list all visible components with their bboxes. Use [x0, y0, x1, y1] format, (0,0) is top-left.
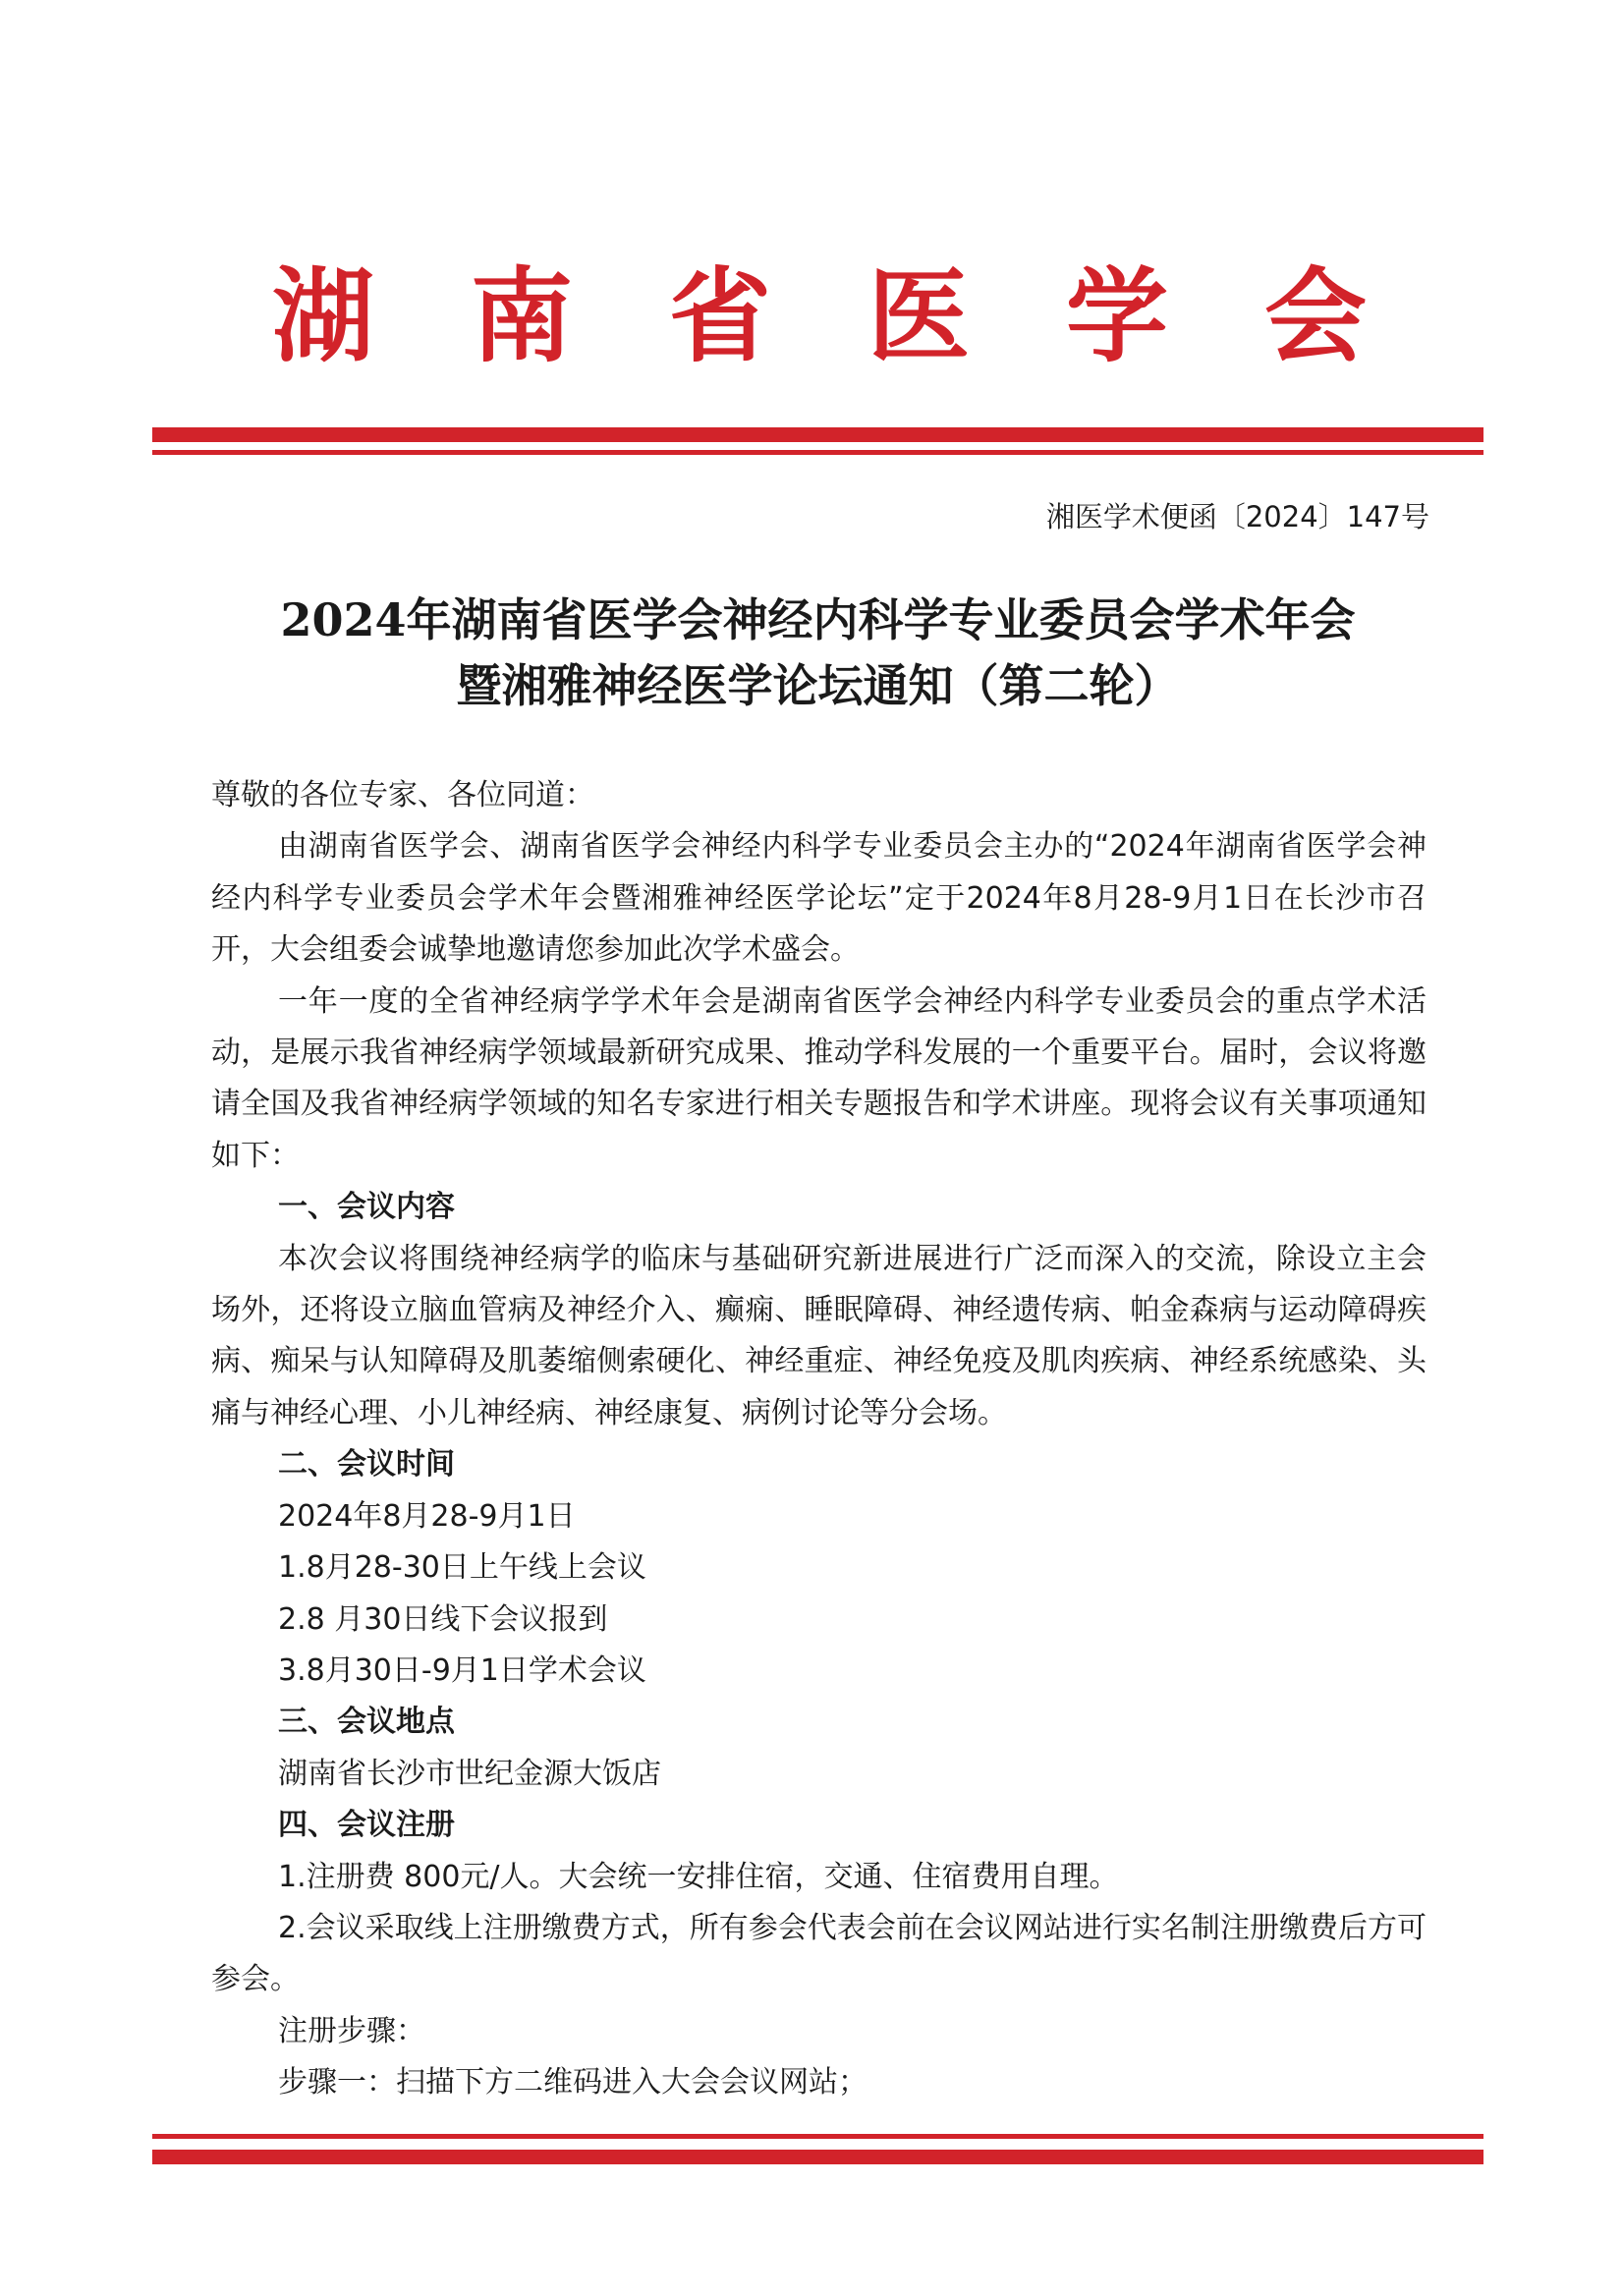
- masthead-char: 会: [1264, 255, 1368, 376]
- schedule-item: 3.8月30日-9月1日学术会议: [278, 1652, 646, 1688]
- header-divider-thin: [152, 450, 1483, 455]
- venue-text: 湖南省长沙市世纪金源大饭店: [278, 1756, 661, 1791]
- section-heading-content: 一、会议内容: [278, 1190, 455, 1225]
- paragraph-intro: 由湖南省医学会、湖南省医学会神经内科学专业委员会主办的“2024年湖南省医学会神经内科学专业委员会学术年会暨湘雅神经医学论坛”定于2024年8月28-9月1日在长沙市召开，大会组委会诚挚地邀请您参加此次学术盛会。: [211, 829, 1427, 968]
- section-content-text: 本次会议将围绕神经病学的临床与基础研究新进展进行广泛而深入的交流，除设立主会场外，还将设立脑血管病及神经介入、癫痫、睡眠障碍、神经遗传病、帕金森病与运动障碍疾病、痴呆与认知障碍及肌萎缩侧索硬化、神经重症、神经免疫及肌肉疾病、神经系统感染、头痛与神经心理、小儿神经病、神经康复、病例讨论等分会场。: [211, 1241, 1427, 1430]
- document-number: 湘医学术便函〔2024〕147号: [1045, 500, 1429, 533]
- registration-fee: 1.注册费 800元/人。大会统一安排住宿，交通、住宿费用自理。: [278, 1859, 1119, 1894]
- masthead-char: 医: [867, 255, 971, 376]
- salutation: 尊敬的各位专家、各位同道：: [211, 778, 594, 812]
- footer-divider-thick: [152, 2150, 1483, 2164]
- masthead-char: 学: [1066, 255, 1169, 376]
- section-heading-venue: 三、会议地点: [278, 1705, 455, 1740]
- masthead-char: 湖: [272, 255, 375, 376]
- footer-divider-thin: [152, 2134, 1483, 2139]
- meeting-dates: 2024年8月28-9月1日: [278, 1498, 576, 1534]
- masthead-org-name: [0, 257, 1623, 375]
- document-title-line-2: 暨湘雅神经医学论坛通知（第二轮）: [456, 659, 1180, 712]
- notice-body: [211, 770, 1427, 2109]
- paragraph-background: 一年一度的全省神经病学学术年会是湖南省医学会神经内科学专业委员会的重点学术活动，是展示我省神经病学领域最新研究成果、推动学科发展的一个重要平台。届时，会议将邀请全国及我省神经病学领域的知名专家进行相关专题报告和学术讲座。现将会议有关事项通知如下：: [211, 983, 1427, 1173]
- registration-step-1: 步骤一：扫描下方二维码进入大会会议网站；: [278, 2065, 867, 2100]
- document-title-line-1: 2024年湖南省医学会神经内科学专业委员会学术年会: [280, 593, 1356, 646]
- masthead-char: 省: [669, 255, 772, 376]
- section-heading-registration: 四、会议注册: [278, 1808, 455, 1843]
- registration-method: 2.会议采取线上注册缴费方式，所有参会代表会前在会议网站进行实名制注册缴费后方可参会。: [211, 1910, 1427, 1997]
- registration-steps-label: 注册步骤：: [278, 2013, 425, 2048]
- schedule-item: 2.8 月30日线下会议报到: [278, 1601, 608, 1637]
- header-divider-thick: [152, 427, 1483, 442]
- schedule-item: 1.8月28-30日上午线上会议: [278, 1550, 646, 1586]
- masthead-char: 南: [471, 255, 574, 376]
- section-heading-time: 二、会议时间: [278, 1447, 455, 1483]
